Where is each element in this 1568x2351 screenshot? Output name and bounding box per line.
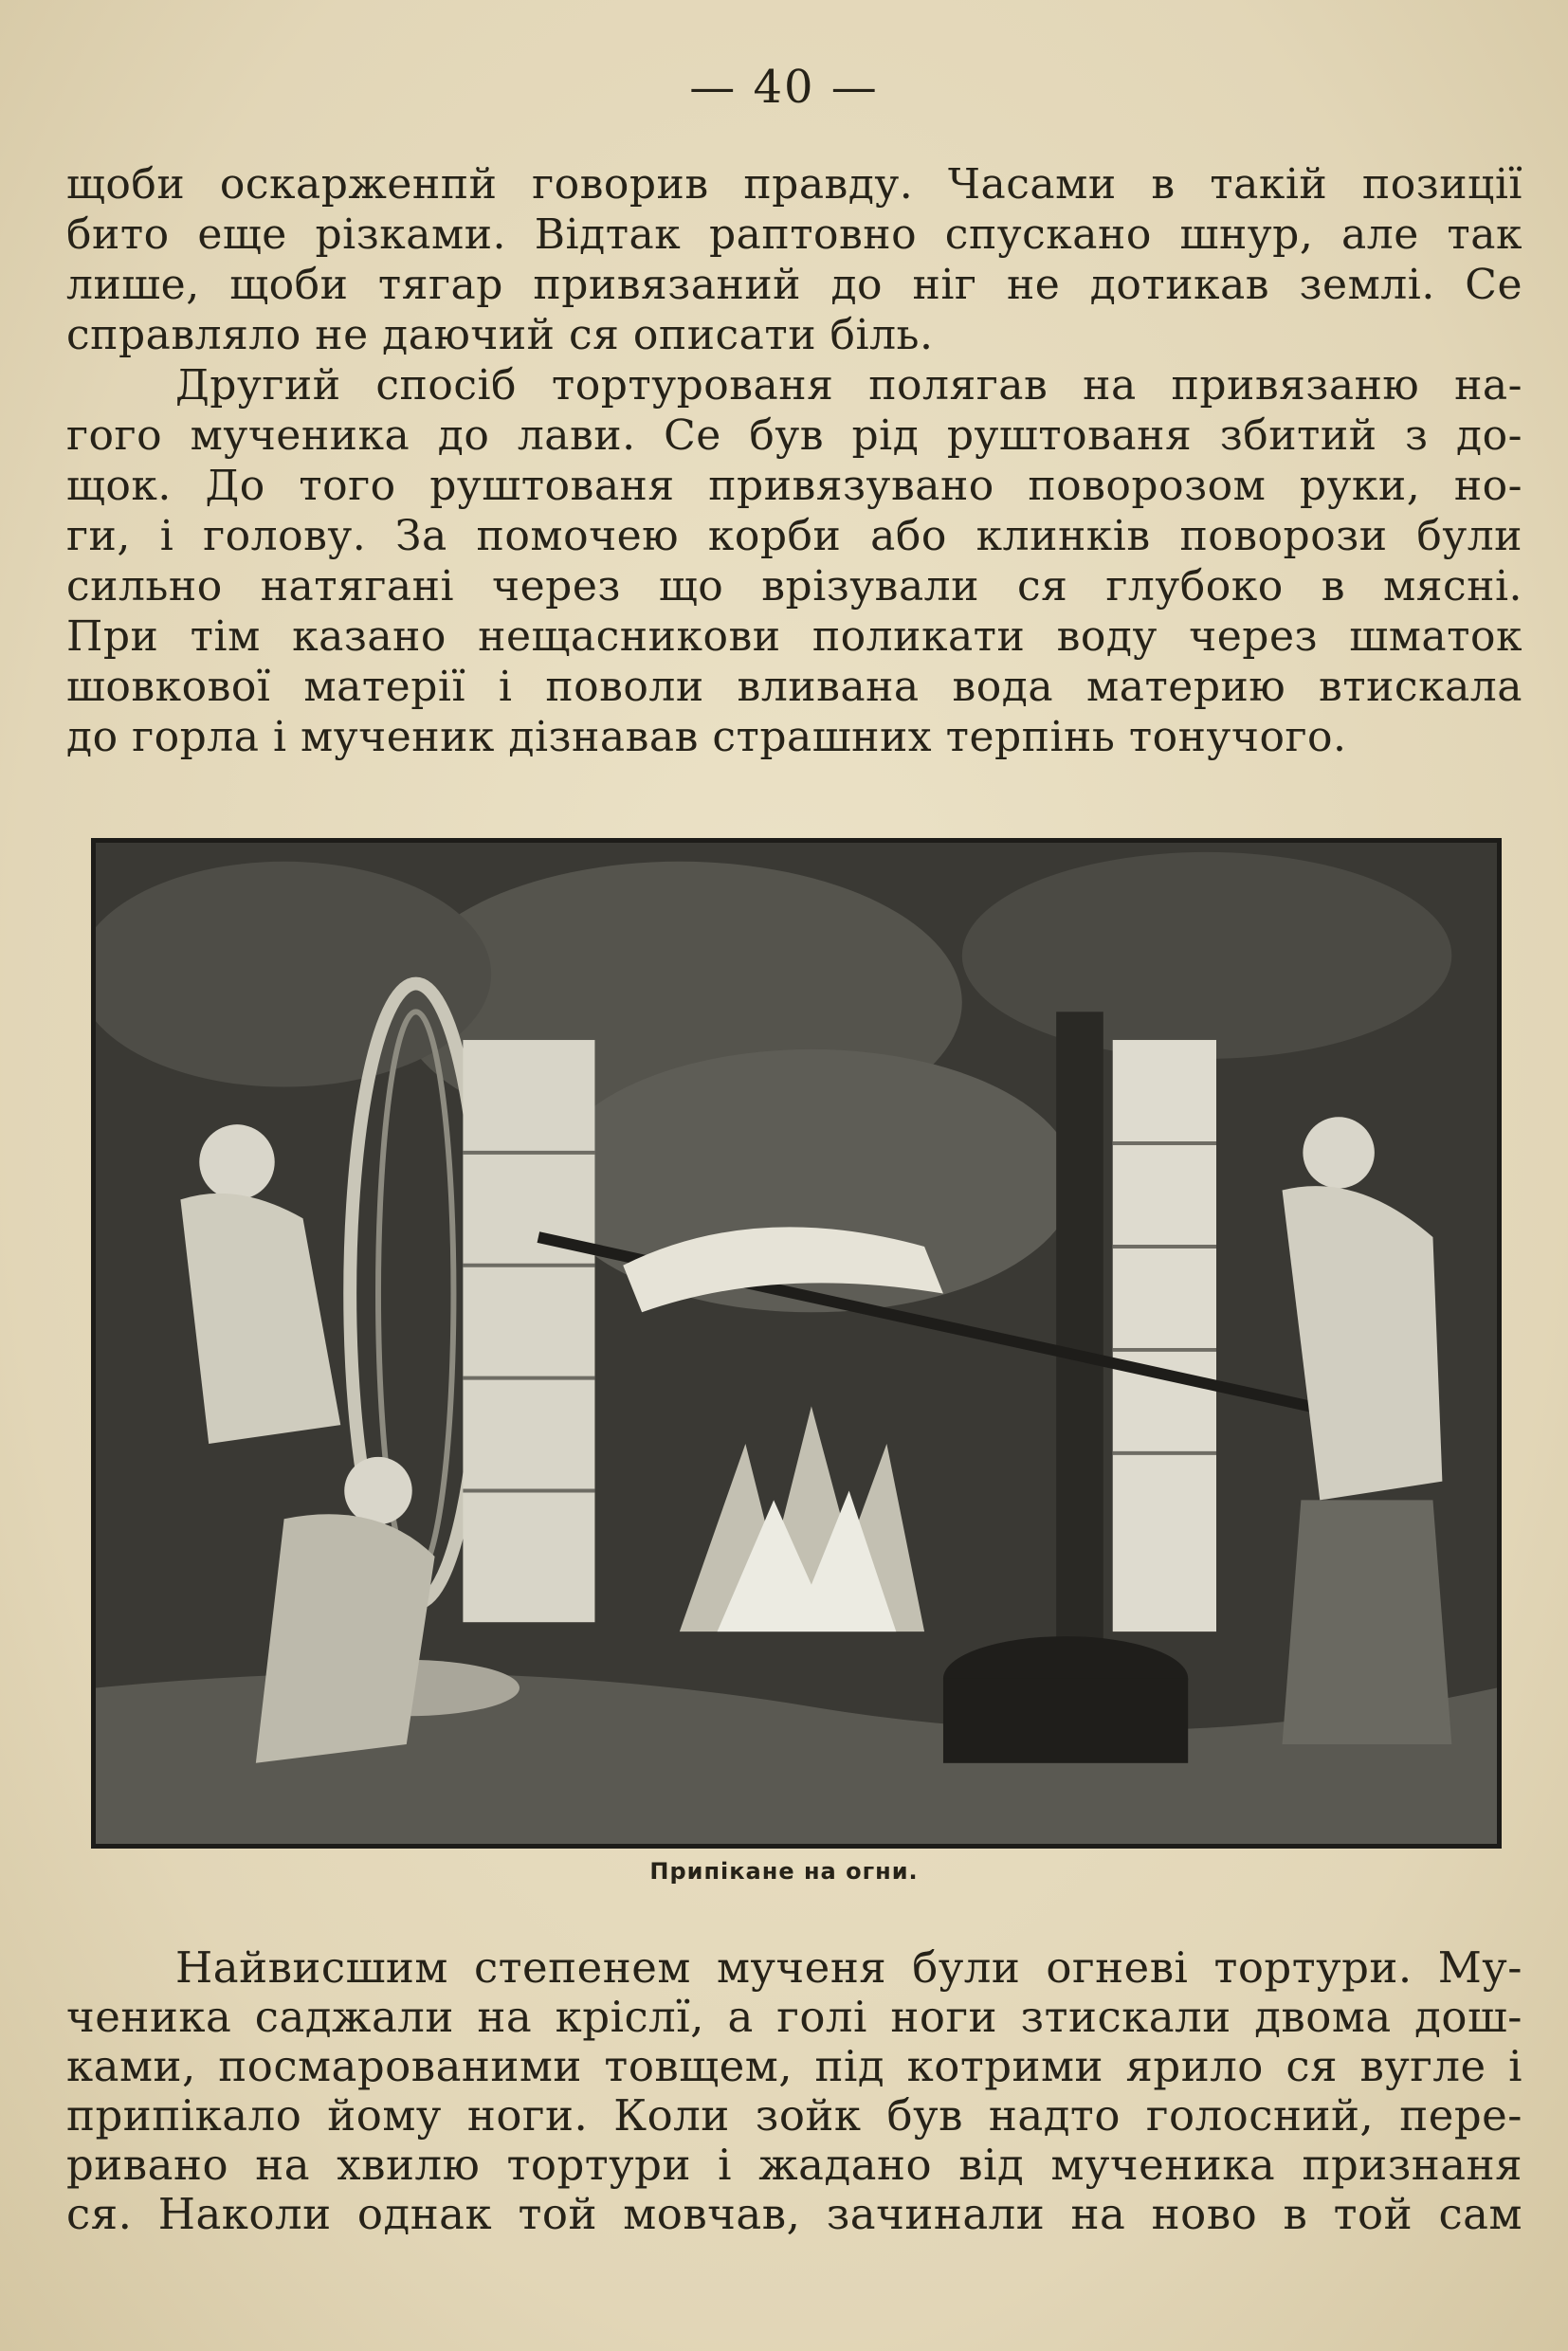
text-block-bottom <box>66 1943 1522 2239</box>
text-line: ся. Наколи однак той мовчав, зачинали на ново в той сам <box>66 2189 1522 2239</box>
text-line: щок. До того руштованя привязувано поворозом руки, но- <box>66 462 1522 510</box>
text-line: лише, щоби тягар привязаний до ніг не дотикав землі. Се <box>66 261 1522 309</box>
illustration-graphic <box>96 843 1497 1844</box>
text-line: сильно натягані через що врізували ся глубоко в мясні. <box>66 562 1522 611</box>
page-number: — 40 — <box>689 61 879 114</box>
text-line: шовкової матерії і поволи вливана вода материю втискала <box>66 663 1522 711</box>
text-block-top <box>66 159 1522 762</box>
text-line: щоби оскарженпй говорив правду. Часами в такій позиції <box>66 160 1522 209</box>
text-line: гого мученика до лави. Се був рід руштованя збитий з до- <box>66 411 1522 460</box>
text-line: ками, посмарованими товщем, під котрими ярило ся вугле і <box>66 2041 1522 2091</box>
text-line: бито еще різками. Відтак раптовно спускано шнур, але так <box>66 210 1522 259</box>
text-line: Другий спосіб тортурованя полягав на привязаню на- <box>175 361 1522 410</box>
woodcut-illustration <box>91 838 1502 1849</box>
text-line: Найвисшим степенем мученя були огневі тортури. Му- <box>175 1942 1522 1993</box>
text-line: ченика саджали на кріслї, а голі ноги зтискали двома дош- <box>66 1992 1522 2042</box>
text-line: справляло не даючий ся описати біль. <box>66 311 934 359</box>
text-line: до горла і мученик дізнавав страшних терпінь тонучого. <box>66 713 1347 761</box>
text-line: ги, і голову. За помочею корби або клинків поворози були <box>66 512 1522 560</box>
text-line: припікало йому ноги. Коли зойк був надто голосний, пере- <box>66 2090 1522 2141</box>
text-line: При тім казано нещасникови поликати воду через шматок <box>66 612 1522 661</box>
figure-caption: Припікане на огни. <box>649 1858 919 1885</box>
text-line: ривано на хвилю тортури і жадано від мученика признаня <box>66 2140 1522 2190</box>
